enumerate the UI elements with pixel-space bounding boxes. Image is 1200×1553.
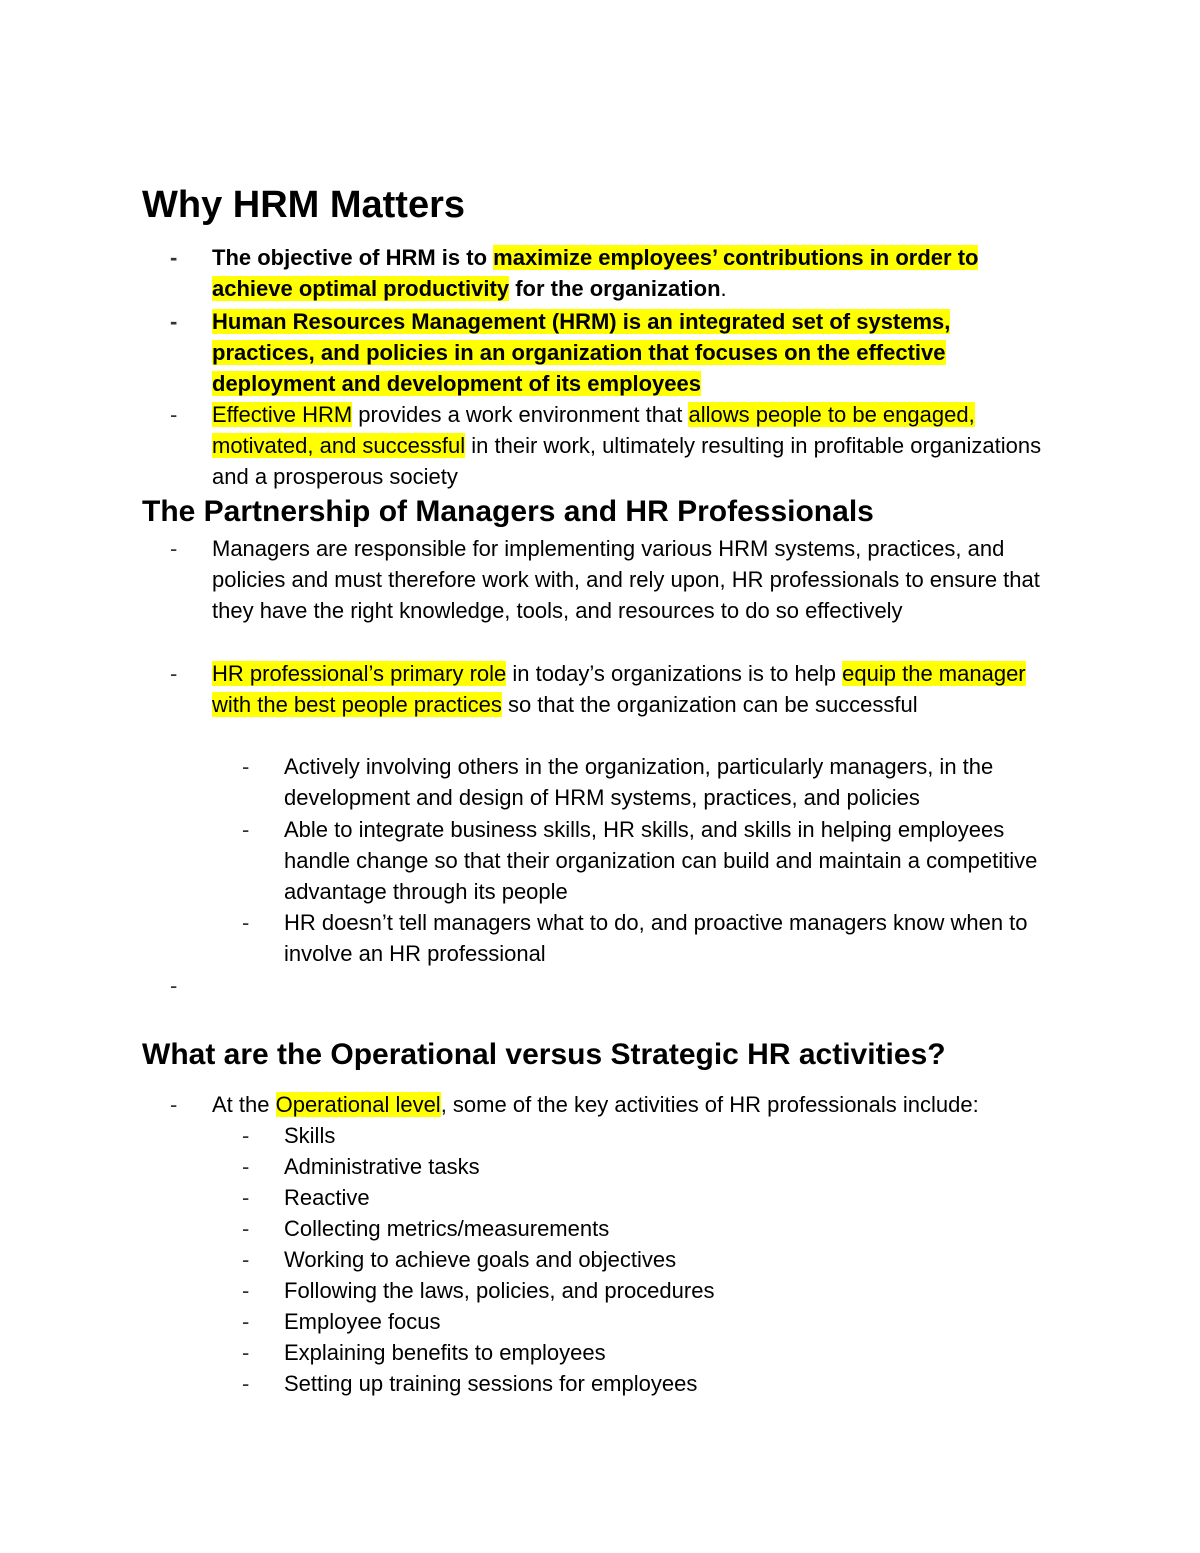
- highlighted-text: Effective HRM: [212, 402, 353, 427]
- bullet-dash: -: [242, 910, 250, 935]
- list-item-text: Managers are responsible for implementing various HRM systems, practices, and policies and must therefore work with, and rely upon, HR professionals to ensure that they have the right knowledge, tools, and resources to do so effectively: [212, 536, 1040, 624]
- list-item-text: Effective HRM provides a work environment that allows people to be engaged, motivated, and successful in their work, ultimately resulting in profitable organizations and a prosperous society: [212, 402, 1042, 490]
- sub-list-item: [242, 1244, 1062, 1275]
- bullet-dash: -: [242, 1247, 250, 1272]
- list-item-text: At the Operational level, some of the key activities of HR professionals include:: [212, 1092, 979, 1117]
- bullet-dash: -: [170, 245, 178, 270]
- sub-list-item: [242, 1120, 1062, 1151]
- highlighted-text: maximize employees’ contributions in order to achieve optimal productivity: [212, 245, 979, 302]
- bullet-dash: -: [242, 1309, 250, 1334]
- sub-list-item: [242, 1151, 1062, 1182]
- heading-partnership: The Partnership of Managers and HR Professionals: [142, 495, 874, 528]
- sub-list-item: [242, 814, 1062, 908]
- sub-list-item: [242, 1306, 1062, 1337]
- list-item: [170, 1089, 1050, 1120]
- bullet-dash: -: [242, 1185, 250, 1210]
- list-item: [170, 658, 1050, 720]
- list-item-text: Following the laws, policies, and procedures: [284, 1278, 715, 1303]
- bullet-dash: -: [242, 754, 250, 779]
- sub-list-item: [242, 1213, 1062, 1244]
- list-item-text: Reactive: [284, 1185, 370, 1210]
- list-item-text: Skills: [284, 1123, 336, 1148]
- sub-list-item: [242, 907, 1062, 969]
- highlighted-text: equip the manager with the best people practices: [212, 661, 1026, 718]
- bullet-dash: -: [242, 1340, 250, 1365]
- bullet-dash: -: [242, 817, 250, 842]
- bullet-dash: -: [170, 536, 178, 561]
- highlighted-text: allows people to be engaged, motivated, and successful: [212, 402, 975, 459]
- list-item-text: Setting up training sessions for employees: [284, 1371, 698, 1396]
- bullet-dash: -: [242, 1123, 250, 1148]
- list-item-text: Able to integrate business skills, HR skills, and skills in helping employees handle change so that their organization can build and maintain a competitive advantage through its people: [284, 817, 1038, 905]
- bullet-dash: -: [242, 1216, 250, 1241]
- sub-list-item: [242, 1182, 1062, 1213]
- list-item-text: Collecting metrics/measurements: [284, 1216, 610, 1241]
- highlighted-text: HR professional’s primary role: [212, 661, 507, 686]
- list-item-text: [212, 306, 1050, 400]
- bullet-dash: -: [170, 973, 178, 998]
- list-item-text: Explaining benefits to employees: [284, 1340, 606, 1365]
- sub-list-item: [242, 1368, 1062, 1399]
- list-item: [170, 242, 1050, 304]
- bullet-dash: -: [242, 1371, 250, 1396]
- sub-list-item: [242, 751, 1062, 813]
- sub-list-item: [242, 1275, 1062, 1306]
- highlighted-text: Human Resources Management (HRM) is an integrated set of systems, practices, and policies in an organization that focuses on the effective deployment and development of its employees: [212, 309, 951, 397]
- heading-why-hrm-matters: Why HRM Matters: [142, 184, 466, 226]
- list-item: [170, 533, 1050, 627]
- bullet-dash: -: [242, 1154, 250, 1179]
- bullet-dash: -: [170, 402, 178, 427]
- bullet-dash: -: [170, 661, 178, 686]
- heading-operational-vs-strategic: What are the Operational versus Strategic HR activities?: [142, 1038, 946, 1071]
- list-item-text: Employee focus: [284, 1309, 441, 1334]
- bullet-dash: -: [170, 309, 178, 334]
- list-item-text: Administrative tasks: [284, 1154, 480, 1179]
- highlighted-text: Operational level: [275, 1092, 441, 1117]
- list-item-text: HR doesn’t tell managers what to do, and proactive managers know when to involve an HR professional: [284, 910, 1028, 967]
- bullet-dash: -: [170, 1092, 178, 1117]
- list-item-text: Working to achieve goals and objectives: [284, 1247, 677, 1272]
- list-item-text: The objective of HRM is to maximize employees’ contributions in order to achieve optimal productivity for the organization.: [212, 245, 979, 302]
- sub-list-item: [242, 1337, 1062, 1368]
- bullet-dash: -: [242, 1278, 250, 1303]
- list-item: [170, 399, 1050, 493]
- list-item-text: Actively involving others in the organization, particularly managers, in the development and design of HRM systems, practices, and policies: [284, 754, 994, 811]
- list-item: [170, 306, 1050, 400]
- list-item-text: HR professional’s primary role in today’s organizations is to help equip the manager with the best people practices so that the organization can be successful: [212, 661, 1026, 718]
